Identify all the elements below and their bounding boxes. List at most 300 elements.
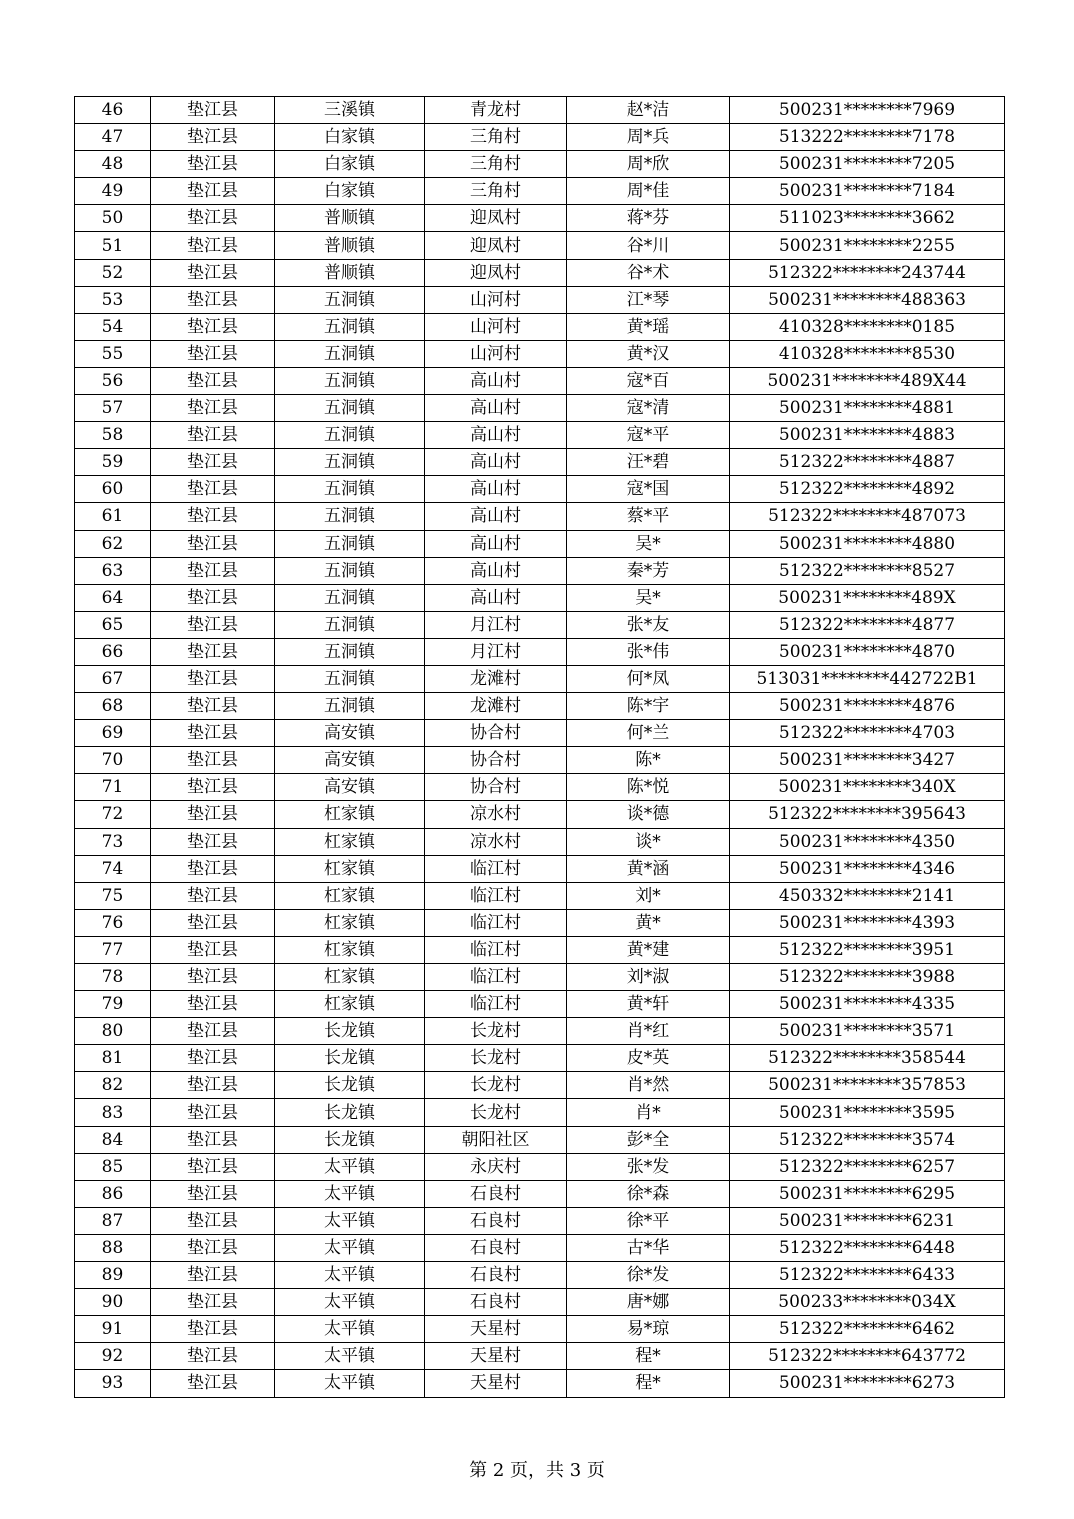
cell-county: 垫江县 [151,1180,275,1207]
table-row [75,1316,1005,1343]
cell-name: 程* [567,1370,730,1397]
cell-no: 93 [75,1370,151,1397]
cell-county: 垫江县 [151,205,275,232]
cell-name: 赵*洁 [567,97,730,124]
cell-name: 寇*国 [567,476,730,503]
cell-village: 高山村 [425,422,567,449]
cell-name: 黄*建 [567,936,730,963]
cell-name: 陈*宇 [567,693,730,720]
cell-village: 长龙村 [425,1072,567,1099]
cell-town: 五洞镇 [275,584,425,611]
cell-county: 垫江县 [151,286,275,313]
cell-id: 512322********6448 [730,1234,1005,1261]
cell-no: 84 [75,1126,151,1153]
cell-county: 垫江县 [151,1207,275,1234]
cell-id: 450332********2141 [730,882,1005,909]
cell-no: 91 [75,1316,151,1343]
cell-id: 512322********4877 [730,611,1005,638]
cell-no: 74 [75,855,151,882]
cell-county: 垫江县 [151,1018,275,1045]
cell-name: 寇*清 [567,395,730,422]
cell-id: 512322********487073 [730,503,1005,530]
cell-village: 石良村 [425,1234,567,1261]
cell-name: 蔡*平 [567,503,730,530]
cell-town: 五洞镇 [275,530,425,557]
cell-village: 天星村 [425,1343,567,1370]
cell-id: 512322********6433 [730,1262,1005,1289]
cell-name: 吴* [567,584,730,611]
cell-no: 55 [75,340,151,367]
cell-name: 张*伟 [567,638,730,665]
cell-no: 79 [75,991,151,1018]
cell-town: 长龙镇 [275,1018,425,1045]
table-row [75,774,1005,801]
cell-name: 肖*红 [567,1018,730,1045]
cell-no: 66 [75,638,151,665]
table-row [75,828,1005,855]
cell-town: 杠家镇 [275,855,425,882]
cell-name: 黄*瑶 [567,313,730,340]
cell-village: 石良村 [425,1262,567,1289]
table-row [75,1099,1005,1126]
cell-name: 何*凤 [567,665,730,692]
cell-name: 汪*碧 [567,449,730,476]
cell-name: 肖* [567,1099,730,1126]
cell-town: 杠家镇 [275,801,425,828]
cell-village: 临江村 [425,936,567,963]
cell-no: 83 [75,1099,151,1126]
cell-no: 85 [75,1153,151,1180]
cell-village: 长龙村 [425,1018,567,1045]
cell-town: 长龙镇 [275,1045,425,1072]
cell-name: 吴* [567,530,730,557]
table-row [75,1370,1005,1397]
cell-id: 512322********4703 [730,720,1005,747]
cell-id: 512322********4887 [730,449,1005,476]
table-row [75,557,1005,584]
cell-village: 高山村 [425,530,567,557]
cell-village: 石良村 [425,1180,567,1207]
cell-id: 512322********358544 [730,1045,1005,1072]
cell-county: 垫江县 [151,340,275,367]
table-row [75,584,1005,611]
cell-id: 500231********489X [730,584,1005,611]
cell-town: 五洞镇 [275,340,425,367]
cell-village: 三角村 [425,178,567,205]
cell-village: 协合村 [425,747,567,774]
cell-town: 白家镇 [275,124,425,151]
cell-village: 临江村 [425,964,567,991]
table-row [75,611,1005,638]
cell-name: 何*兰 [567,720,730,747]
cell-village: 青龙村 [425,97,567,124]
cell-name: 彭*全 [567,1126,730,1153]
table-row [75,1126,1005,1153]
cell-village: 高山村 [425,584,567,611]
cell-village: 石良村 [425,1289,567,1316]
cell-id: 511023********3662 [730,205,1005,232]
table-row [75,449,1005,476]
record-table [74,96,1005,1398]
cell-village: 山河村 [425,286,567,313]
cell-county: 垫江县 [151,1316,275,1343]
cell-no: 75 [75,882,151,909]
cell-town: 长龙镇 [275,1072,425,1099]
cell-no: 60 [75,476,151,503]
cell-no: 92 [75,1343,151,1370]
table-row [75,638,1005,665]
cell-town: 五洞镇 [275,693,425,720]
cell-town: 五洞镇 [275,476,425,503]
cell-name: 程* [567,1343,730,1370]
cell-id: 500231********4346 [730,855,1005,882]
table-row [75,693,1005,720]
table-row [75,313,1005,340]
cell-id: 512322********4892 [730,476,1005,503]
cell-no: 50 [75,205,151,232]
cell-village: 迎凤村 [425,259,567,286]
cell-town: 长龙镇 [275,1099,425,1126]
cell-name: 唐*娜 [567,1289,730,1316]
cell-county: 垫江县 [151,1370,275,1397]
cell-id: 500231********7184 [730,178,1005,205]
cell-county: 垫江县 [151,1234,275,1261]
cell-village: 天星村 [425,1316,567,1343]
cell-town: 白家镇 [275,151,425,178]
cell-village: 山河村 [425,340,567,367]
cell-id: 500231********7969 [730,97,1005,124]
cell-name: 陈* [567,747,730,774]
cell-county: 垫江县 [151,611,275,638]
cell-county: 垫江县 [151,124,275,151]
cell-id: 500231********340X [730,774,1005,801]
cell-town: 五洞镇 [275,665,425,692]
cell-village: 协合村 [425,720,567,747]
cell-id: 500231********3427 [730,747,1005,774]
cell-county: 垫江县 [151,1289,275,1316]
cell-no: 68 [75,693,151,720]
cell-village: 龙滩村 [425,693,567,720]
cell-name: 寇*百 [567,367,730,394]
table-row [75,1262,1005,1289]
table-row [75,530,1005,557]
cell-town: 普顺镇 [275,232,425,259]
cell-name: 刘* [567,882,730,909]
cell-town: 普顺镇 [275,205,425,232]
cell-id: 500231********4881 [730,395,1005,422]
table-row [75,1207,1005,1234]
cell-name: 周*佳 [567,178,730,205]
cell-id: 500231********489X44 [730,367,1005,394]
cell-village: 迎凤村 [425,205,567,232]
table-row [75,124,1005,151]
cell-county: 垫江县 [151,232,275,259]
cell-id: 500233********034X [730,1289,1005,1316]
cell-id: 500231********6295 [730,1180,1005,1207]
table-row [75,1045,1005,1072]
cell-id: 500231********488363 [730,286,1005,313]
table-row [75,205,1005,232]
cell-county: 垫江县 [151,259,275,286]
cell-town: 太平镇 [275,1289,425,1316]
cell-town: 杠家镇 [275,964,425,991]
cell-village: 临江村 [425,882,567,909]
table-row [75,665,1005,692]
cell-town: 五洞镇 [275,313,425,340]
table-row [75,882,1005,909]
cell-no: 82 [75,1072,151,1099]
cell-id: 410328********8530 [730,340,1005,367]
cell-village: 石良村 [425,1207,567,1234]
cell-id: 512322********395643 [730,801,1005,828]
cell-no: 69 [75,720,151,747]
table-row [75,1180,1005,1207]
cell-county: 垫江县 [151,530,275,557]
table-row [75,964,1005,991]
cell-town: 太平镇 [275,1262,425,1289]
cell-no: 73 [75,828,151,855]
cell-county: 垫江县 [151,367,275,394]
cell-county: 垫江县 [151,801,275,828]
cell-name: 肖*然 [567,1072,730,1099]
cell-no: 76 [75,909,151,936]
table-row [75,232,1005,259]
cell-county: 垫江县 [151,1262,275,1289]
cell-county: 垫江县 [151,395,275,422]
cell-name: 周*欣 [567,151,730,178]
cell-village: 凉水村 [425,828,567,855]
cell-county: 垫江县 [151,97,275,124]
table-row [75,720,1005,747]
cell-id: 512322********6462 [730,1316,1005,1343]
cell-county: 垫江县 [151,1072,275,1099]
cell-id: 500231********2255 [730,232,1005,259]
cell-no: 77 [75,936,151,963]
cell-id: 513031********442722B1 [730,665,1005,692]
table-body [75,97,1005,1398]
cell-county: 垫江县 [151,747,275,774]
cell-county: 垫江县 [151,1153,275,1180]
cell-town: 五洞镇 [275,286,425,313]
cell-town: 杠家镇 [275,936,425,963]
table-row [75,909,1005,936]
cell-town: 白家镇 [275,178,425,205]
cell-county: 垫江县 [151,476,275,503]
cell-village: 高山村 [425,476,567,503]
table-row [75,855,1005,882]
cell-name: 谷*川 [567,232,730,259]
cell-county: 垫江县 [151,422,275,449]
cell-town: 太平镇 [275,1343,425,1370]
cell-county: 垫江县 [151,503,275,530]
table-row [75,1072,1005,1099]
cell-id: 500231********4350 [730,828,1005,855]
table-row [75,936,1005,963]
cell-town: 高安镇 [275,747,425,774]
cell-village: 月江村 [425,611,567,638]
cell-village: 永庆村 [425,1153,567,1180]
cell-no: 81 [75,1045,151,1072]
cell-name: 黄*涵 [567,855,730,882]
cell-town: 五洞镇 [275,503,425,530]
cell-village: 临江村 [425,991,567,1018]
cell-no: 48 [75,151,151,178]
cell-name: 陈*悦 [567,774,730,801]
cell-town: 太平镇 [275,1316,425,1343]
cell-town: 高安镇 [275,774,425,801]
cell-no: 59 [75,449,151,476]
cell-village: 天星村 [425,1370,567,1397]
cell-no: 80 [75,1018,151,1045]
cell-county: 垫江县 [151,991,275,1018]
cell-town: 杠家镇 [275,909,425,936]
cell-name: 江*琴 [567,286,730,313]
cell-town: 太平镇 [275,1180,425,1207]
cell-county: 垫江县 [151,909,275,936]
cell-village: 凉水村 [425,801,567,828]
cell-no: 52 [75,259,151,286]
cell-no: 54 [75,313,151,340]
cell-county: 垫江县 [151,936,275,963]
cell-village: 山河村 [425,313,567,340]
cell-id: 500231********7205 [730,151,1005,178]
cell-id: 512322********3988 [730,964,1005,991]
cell-no: 71 [75,774,151,801]
cell-no: 89 [75,1262,151,1289]
cell-name: 皮*英 [567,1045,730,1072]
cell-town: 五洞镇 [275,557,425,584]
cell-name: 张*友 [567,611,730,638]
cell-id: 500231********4883 [730,422,1005,449]
cell-village: 三角村 [425,151,567,178]
cell-village: 高山村 [425,367,567,394]
cell-town: 杠家镇 [275,828,425,855]
cell-no: 57 [75,395,151,422]
cell-county: 垫江县 [151,151,275,178]
cell-town: 五洞镇 [275,449,425,476]
cell-id: 500231********3571 [730,1018,1005,1045]
table-row [75,1234,1005,1261]
cell-town: 五洞镇 [275,422,425,449]
cell-town: 高安镇 [275,720,425,747]
cell-no: 56 [75,367,151,394]
cell-id: 500231********4876 [730,693,1005,720]
cell-id: 500231********4335 [730,991,1005,1018]
cell-name: 秦*芳 [567,557,730,584]
table-row [75,1343,1005,1370]
table-row [75,178,1005,205]
cell-id: 500231********6231 [730,1207,1005,1234]
cell-town: 普顺镇 [275,259,425,286]
cell-name: 古*华 [567,1234,730,1261]
cell-county: 垫江县 [151,313,275,340]
cell-county: 垫江县 [151,449,275,476]
cell-village: 龙滩村 [425,665,567,692]
cell-county: 垫江县 [151,828,275,855]
cell-name: 周*兵 [567,124,730,151]
cell-name: 谈*德 [567,801,730,828]
cell-name: 黄* [567,909,730,936]
table-row [75,801,1005,828]
cell-village: 临江村 [425,855,567,882]
cell-town: 长龙镇 [275,1126,425,1153]
cell-town: 太平镇 [275,1370,425,1397]
cell-no: 88 [75,1234,151,1261]
cell-no: 70 [75,747,151,774]
table-row [75,367,1005,394]
cell-county: 垫江县 [151,882,275,909]
cell-id: 512322********8527 [730,557,1005,584]
cell-no: 65 [75,611,151,638]
cell-no: 49 [75,178,151,205]
cell-id: 512322********643772 [730,1343,1005,1370]
table-row [75,395,1005,422]
cell-village: 朝阳社区 [425,1126,567,1153]
cell-name: 张*发 [567,1153,730,1180]
cell-town: 太平镇 [275,1153,425,1180]
cell-town: 太平镇 [275,1207,425,1234]
cell-no: 62 [75,530,151,557]
cell-id: 500231********357853 [730,1072,1005,1099]
cell-county: 垫江县 [151,178,275,205]
cell-county: 垫江县 [151,964,275,991]
cell-name: 谈* [567,828,730,855]
cell-village: 高山村 [425,395,567,422]
table-row [75,991,1005,1018]
cell-no: 72 [75,801,151,828]
cell-town: 太平镇 [275,1234,425,1261]
cell-name: 谷*术 [567,259,730,286]
table-row [75,422,1005,449]
cell-county: 垫江县 [151,1126,275,1153]
cell-name: 蒋*芬 [567,205,730,232]
cell-village: 长龙村 [425,1045,567,1072]
cell-village: 三角村 [425,124,567,151]
cell-village: 协合村 [425,774,567,801]
cell-county: 垫江县 [151,855,275,882]
cell-id: 500231********4870 [730,638,1005,665]
cell-name: 徐*森 [567,1180,730,1207]
cell-no: 87 [75,1207,151,1234]
cell-id: 500231********4880 [730,530,1005,557]
table-row [75,1018,1005,1045]
cell-village: 高山村 [425,449,567,476]
cell-village: 迎凤村 [425,232,567,259]
cell-no: 53 [75,286,151,313]
table-row [75,1289,1005,1316]
table-row [75,259,1005,286]
cell-county: 垫江县 [151,638,275,665]
cell-name: 寇*平 [567,422,730,449]
cell-county: 垫江县 [151,584,275,611]
cell-id: 512322********243744 [730,259,1005,286]
cell-village: 临江村 [425,909,567,936]
cell-no: 86 [75,1180,151,1207]
cell-county: 垫江县 [151,693,275,720]
cell-county: 垫江县 [151,720,275,747]
cell-name: 徐*发 [567,1262,730,1289]
cell-village: 高山村 [425,503,567,530]
cell-id: 500231********3595 [730,1099,1005,1126]
cell-town: 五洞镇 [275,638,425,665]
cell-county: 垫江县 [151,1045,275,1072]
cell-name: 黄*汉 [567,340,730,367]
table-row [75,286,1005,313]
cell-county: 垫江县 [151,557,275,584]
cell-no: 78 [75,964,151,991]
cell-id: 512322********3951 [730,936,1005,963]
cell-name: 黄*轩 [567,991,730,1018]
